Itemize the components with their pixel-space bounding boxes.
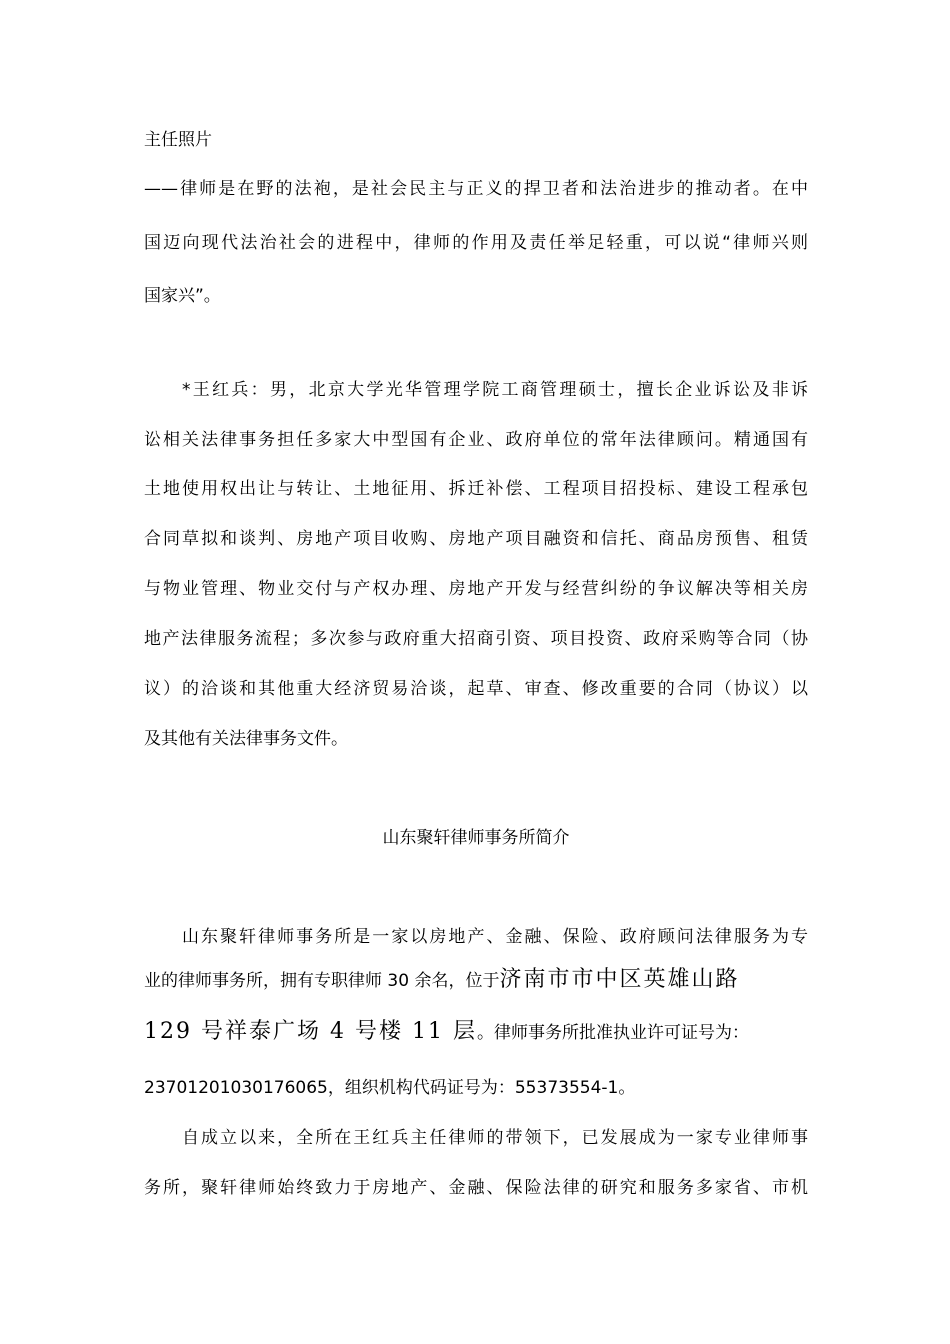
photo-heading: 主任照片	[144, 130, 212, 150]
firm-p1-line-1: 山东聚轩律师事务所是一家以房地产、金融、保险、政府顾问法律服务为专	[182, 927, 808, 947]
bio-line-5: 与物业管理、物业交付与产权办理、房地产开发与经营纠纷的争议解决等相关房	[144, 579, 808, 599]
bio-line-3: 土地使用权出让与转让、土地征用、拆迁补偿、工程项目招投标、建设工程承包	[144, 479, 808, 499]
bio-line-2: 讼相关法律事务担任多家大中型国有企业、政府单位的常年法律顾问。精通国有	[144, 430, 808, 450]
firm-p1-line-3	[144, 1020, 808, 1045]
firm-p1-line-3-text: 。律师事务所批准执业许可证号为：	[476, 1023, 749, 1043]
firm-p1-line-2	[144, 968, 808, 993]
firm-p2-line-1: 自成立以来，全所在王红兵主任律师的带领下，已发展成为一家专业律师事	[182, 1128, 808, 1148]
bio-line-1: *王红兵：男，北京大学光华管理学院工商管理硕士，擅长企业诉讼及非诉	[182, 380, 808, 400]
firm-title: 山东聚轩律师事务所简介	[382, 828, 570, 848]
firm-address-part-2: 129 号祥泰广场 4 号楼 11 层	[144, 1019, 477, 1044]
firm-p1-line-2-text: 业的律师事务所，拥有专职律师 30 余名，位于	[144, 971, 500, 991]
firm-address-part-1: 济南市市中区英雄山路	[499, 967, 740, 992]
bio-line-6: 地产法律服务流程；多次参与政府重大招商引资、项目投资、政府采购等合同（协	[144, 629, 808, 649]
intro-line-2: 国迈向现代法治社会的进程中，律师的作用及责任举足轻重，可以说“律师兴则	[144, 233, 808, 253]
bio-line-7: 议）的洽谈和其他重大经济贸易洽谈，起草、审查、修改重要的合同（协议）以	[144, 679, 808, 699]
firm-p2-line-2: 务所，聚轩律师始终致力于房地产、金融、保险法律的研究和服务多家省、市机	[144, 1178, 808, 1198]
intro-line-1: ——律师是在野的法袍，是社会民主与正义的捍卫者和法治进步的推动者。在中	[144, 179, 808, 199]
intro-line-3: 国家兴”。	[144, 286, 221, 306]
bio-line-8: 及其他有关法律事务文件。	[144, 729, 348, 749]
bio-line-4: 合同草拟和谈判、房地产项目收购、房地产项目融资和信托、商品房预售、租赁	[144, 529, 808, 549]
firm-p1-line-4: 23701201030176065，组织机构代码证号为：55373554-1。	[144, 1078, 636, 1098]
